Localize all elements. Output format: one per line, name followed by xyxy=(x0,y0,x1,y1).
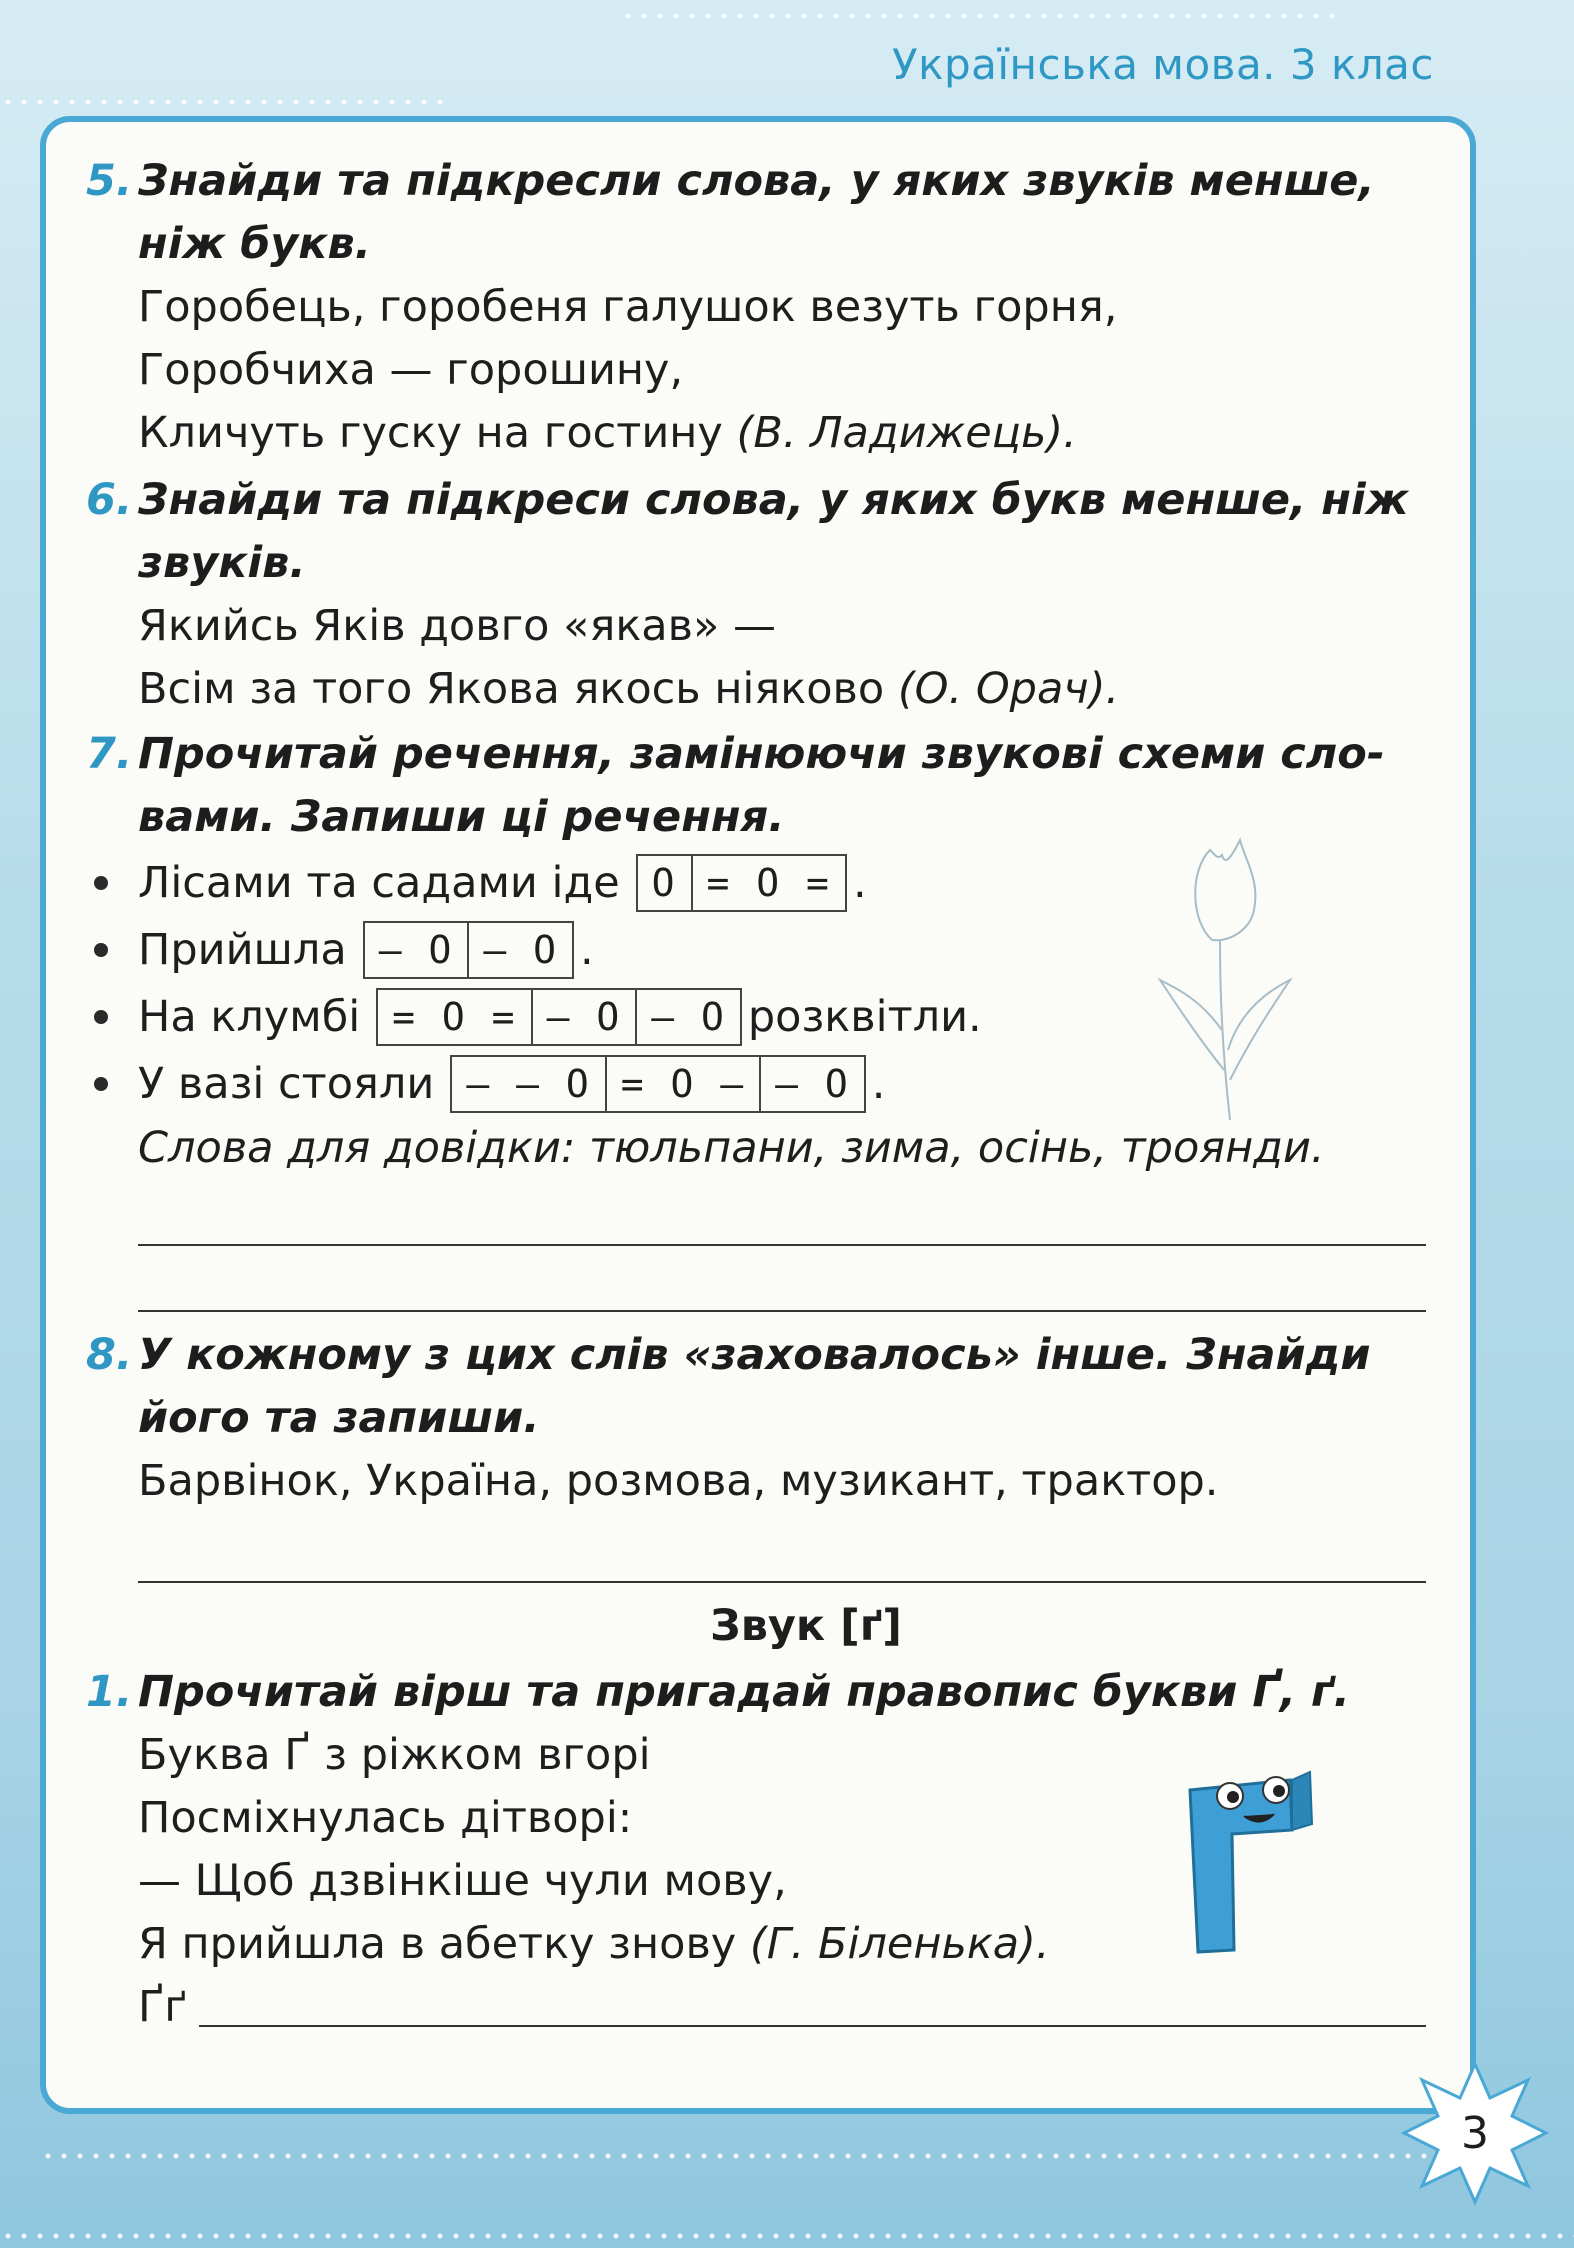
poem-line: Горобець, горобеня галушок везуть горня, xyxy=(138,282,1118,332)
sentence-end: . xyxy=(871,1058,886,1109)
bullet-icon xyxy=(94,876,108,890)
reference-words: Слова для довідки: тюльпани, зима, осінь, троянди. xyxy=(138,1123,1325,1173)
scheme-cell: – О xyxy=(651,994,726,1039)
sentence-start: На клумбі xyxy=(138,991,361,1042)
sentence-start: У вазі стояли xyxy=(138,1058,435,1109)
sound-scheme xyxy=(376,988,742,1046)
poem-line: Буква Ґ з ріжком вгорі xyxy=(138,1730,651,1780)
task-title: Прочитай вірш та пригадай правопис букви Ґ, ґ. xyxy=(138,1667,1350,1717)
scheme-cell: – О xyxy=(365,923,470,977)
poem-line: Горобчиха — горошину, xyxy=(138,345,684,395)
task-title: Знайди та підкресли слова, у яких звуків менше, xyxy=(138,156,1375,206)
task-title: Прочитай речення, замінюючи звукові схеми сло- xyxy=(138,729,1385,779)
sentence-start: Лісами та садами іде xyxy=(138,857,620,908)
sentence-end: . xyxy=(579,924,594,975)
task-title: звуків. xyxy=(138,538,306,588)
task-title: ніж букв. xyxy=(138,219,371,269)
sentence-end: розквітли. xyxy=(747,991,982,1042)
decor-dots-top xyxy=(620,12,1334,20)
sentence-item xyxy=(138,983,1426,1050)
poem-line-text: Всім за того Якова якось ніяково xyxy=(138,664,885,714)
scheme-cell: О xyxy=(638,856,693,910)
bullet-icon xyxy=(94,1010,108,1024)
poem-line: Посміхнулась дітворі: xyxy=(138,1793,633,1843)
answer-line[interactable] xyxy=(138,1242,1426,1246)
section-g xyxy=(86,1591,1426,1661)
scheme-cell: – О xyxy=(533,990,638,1044)
author-credit: (В. Ладижець). xyxy=(736,408,1077,458)
scheme-cell: = О = xyxy=(706,860,831,905)
poem-line: — Щоб дзвінкіше чули мову, xyxy=(138,1856,787,1906)
word-list: Барвінок, Україна, розмова, музикант, трактор. xyxy=(138,1456,1219,1506)
sentence-end: . xyxy=(852,857,867,908)
task-number: 8. xyxy=(86,1330,133,1380)
scheme-cell: – – О xyxy=(452,1057,606,1111)
answer-line[interactable] xyxy=(138,1308,1426,1312)
poem-line-text: Кличуть гуску на гостину xyxy=(138,408,723,458)
task-5 xyxy=(86,150,1426,465)
decor-dots-bottom xyxy=(40,2152,1454,2160)
sentence-item xyxy=(138,849,1426,916)
task-8 xyxy=(86,1324,1426,1583)
decor-dots-top-left xyxy=(0,98,454,106)
bullet-icon xyxy=(94,943,108,957)
task-title: У кожному з цих слів «заховалось» інше. Знайди xyxy=(138,1330,1371,1380)
task-title: вами. Запиши ці речення. xyxy=(138,792,785,842)
task-number: 5. xyxy=(86,156,133,206)
letter-practice-line xyxy=(138,1976,1426,2039)
section-title: Звук [ґ] xyxy=(710,1601,902,1651)
decor-dots-bottom-edge xyxy=(0,2232,1574,2240)
task-7 xyxy=(86,723,1426,1312)
poem-line-text: Я прийшла в абетку знову xyxy=(138,1919,737,1969)
sound-scheme xyxy=(363,921,574,979)
letter-g-character-icon xyxy=(1170,1760,1330,1960)
sound-scheme xyxy=(450,1055,865,1113)
scheme-cell: – О xyxy=(483,927,558,972)
writing-rule[interactable] xyxy=(199,2025,1426,2027)
scheme-cell: = О = xyxy=(378,990,532,1044)
sentence-item xyxy=(138,1050,1426,1117)
task-title: його та запиши. xyxy=(138,1393,540,1443)
task-title: Знайди та підкреси слова, у яких букв менше, ніж xyxy=(138,475,1409,525)
scheme-cell: – О xyxy=(775,1061,850,1106)
practice-letters: Ґґ xyxy=(138,1982,187,2032)
task-number: 6. xyxy=(86,475,133,525)
page-content xyxy=(86,150,1426,2039)
author-credit: (Г. Біленька). xyxy=(749,1919,1050,1969)
poem-line: Якийсь Яків довго «якав» — xyxy=(138,601,776,651)
author-credit: (О. Орач). xyxy=(897,664,1120,714)
poem-line xyxy=(138,658,1426,721)
task-number: 7. xyxy=(86,729,133,779)
task-number: 1. xyxy=(86,1667,133,1717)
sentence-item xyxy=(138,916,1426,983)
sound-scheme xyxy=(636,854,847,912)
bullet-icon xyxy=(94,1077,108,1091)
page-number: 3 xyxy=(1461,2107,1489,2159)
poem-line xyxy=(138,402,1426,465)
sentence-start: Прийшла xyxy=(138,924,347,975)
answer-line[interactable] xyxy=(138,1579,1426,1583)
book-title: Українська мова. 3 клас xyxy=(892,40,1434,89)
scheme-cell: = О – xyxy=(607,1057,761,1111)
task-6 xyxy=(86,469,1426,721)
